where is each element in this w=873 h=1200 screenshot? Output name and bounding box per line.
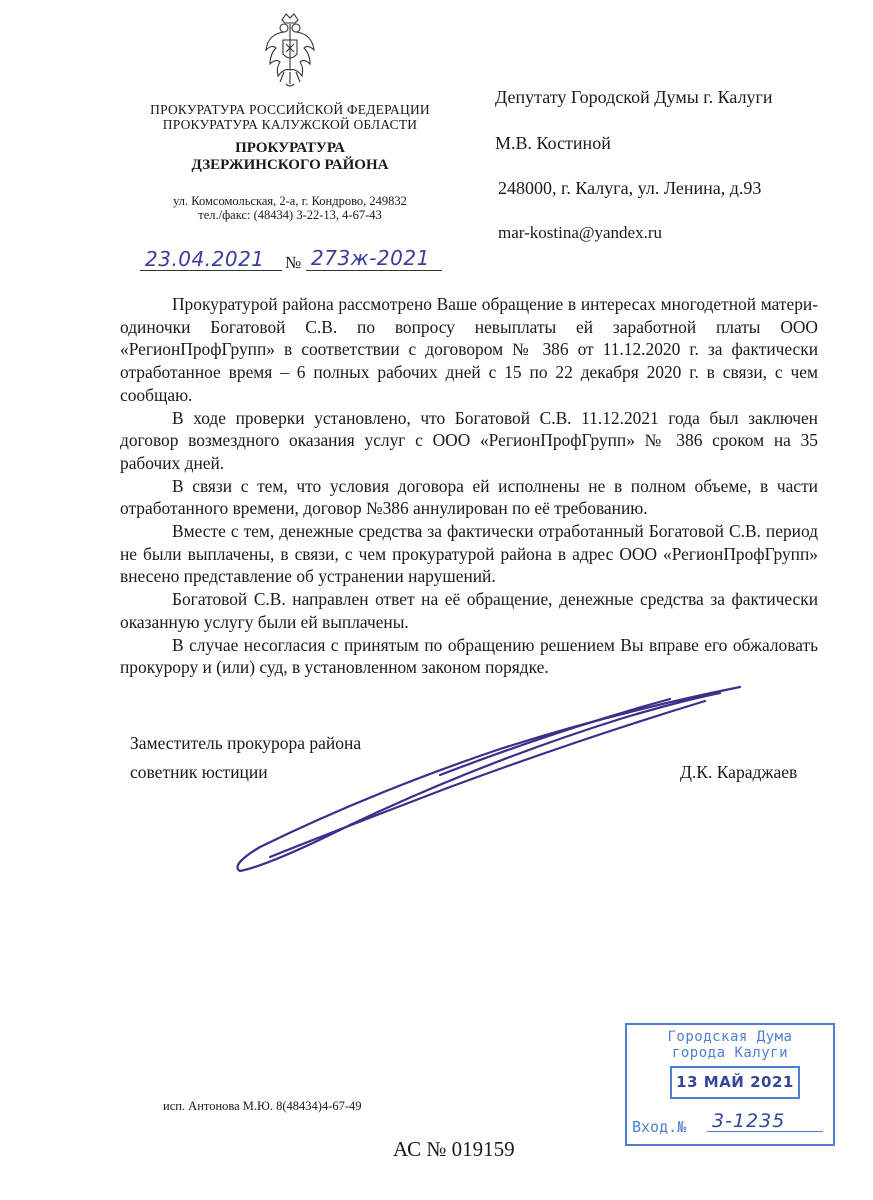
paragraph-1: Прокуратурой района рассмотрено Ваше обращение в интересах многодетной матери-одиночки Богатовой С.В. по вопросу невыплаты ей заработной платы ООО «РегионПрофГрупп» в соответствии с договором № 386 от 11.12.2020 г. за фактически отработанное время – 6 полных рабочих дней с 15 по 22 декабря 2020 г. в связи, с чем сообщаю. xyxy=(120,294,818,405)
coat-of-arms-emblem xyxy=(262,10,318,90)
sender-block xyxy=(120,102,460,222)
signer-name: Д.К. Караджаев xyxy=(680,762,798,782)
receipt-stamp xyxy=(625,1023,835,1146)
paragraph-2: В ходе проверки установлено, что Богатовой С.В. 11.12.2021 года был заключен договор возмездного оказания услуг с ООО «РегионПрофГрупп» № 386 сроком на 35 рабочих дней. xyxy=(120,407,818,473)
sender-line-2: ПРОКУРАТУРА КАЛУЖСКОЙ ОБЛАСТИ xyxy=(162,117,418,132)
date-underline xyxy=(140,270,282,271)
executor-note: исп. Антонова М.Ю. 8(48434)4-67-49 xyxy=(163,1099,362,1113)
sender-line-4: ДЗЕРЖИНСКОГО РАЙОНА xyxy=(191,157,389,173)
paragraph-4: Вместе с тем, денежные средства за фактически отработанный Богатовой С.В. период не были выплачены, в связи, с чем прокуратурой района в адрес ООО «РегионПрофГрупп» внесено представление об устранении нарушений. xyxy=(120,521,818,587)
stamp-line-2: города Калуги xyxy=(671,1045,789,1061)
registration-number: 273ж-2021 xyxy=(311,246,430,270)
registration-date: 23.04.2021 xyxy=(145,247,265,271)
sender-line-3: ПРОКУРАТУРА xyxy=(235,140,345,156)
stamp-number-underline xyxy=(707,1131,823,1132)
number-underline xyxy=(306,270,442,271)
stamp-incoming-label: Вход.№ xyxy=(632,1118,687,1136)
stamp-incoming-number: 3-1235 xyxy=(712,1110,786,1132)
registration-number-label: № xyxy=(285,253,302,272)
signer-rank: советник юстиции xyxy=(130,762,268,782)
sender-address: ул. Комсомольская, 2-а, г. Кондрово, 249832 xyxy=(173,194,407,208)
sender-line-1: ПРОКУРАТУРА РОССИЙСКОЙ ФЕДЕРАЦИИ xyxy=(150,102,430,117)
stamp-date: 13 МАЙ 2021 xyxy=(676,1073,794,1091)
form-serial-number: АС № 019159 xyxy=(393,1137,515,1161)
letter-body xyxy=(120,293,818,679)
recipient-address: 248000, г. Калуга, ул. Ленина, д.93 xyxy=(498,178,762,198)
recipient-line-2: М.В. Костиной xyxy=(495,133,611,153)
registration-line xyxy=(140,246,446,274)
paragraph-3: В связи с тем, что условия договора ей исполнены не в полном объеме, в части отработанного времени, договор №386 аннулирован по её требованию. xyxy=(120,475,818,519)
recipient-email: mar-kostina@yandex.ru xyxy=(498,223,663,242)
paragraph-6: В случае несогласия с принятым по обращению решением Вы вправе его обжаловать прокурору и (или) суд, в установленном законом порядке. xyxy=(120,634,818,678)
sender-phone: тел./факс: (48434) 3-22-13, 4-67-43 xyxy=(198,208,382,222)
signer-position: Заместитель прокурора района xyxy=(130,733,362,753)
stamp-date-box xyxy=(670,1066,800,1099)
stamp-line-1: Городская Дума xyxy=(667,1029,793,1045)
recipient-line-1: Депутату Городской Думы г. Калуги xyxy=(495,87,773,107)
paragraph-5: Богатовой С.В. направлен ответ на её обращение, денежные средства за фактически оказанную услугу были ей выплачены. xyxy=(120,589,818,632)
